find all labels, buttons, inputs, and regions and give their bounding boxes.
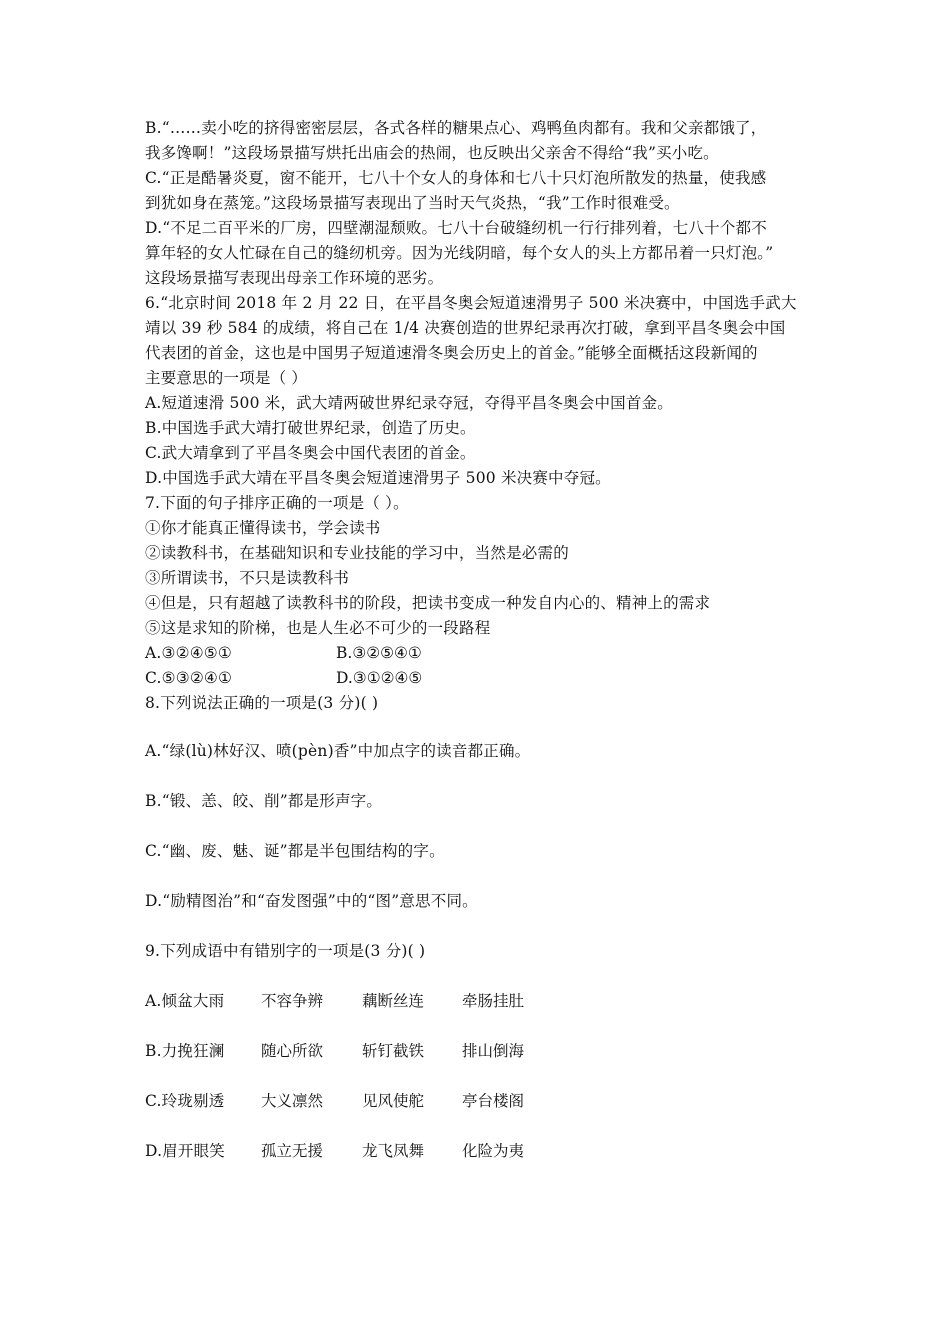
q9-option-c-idiom1: C.玲珑剔透 bbox=[145, 1092, 225, 1110]
q7-sentence-1: ①你才能真正懂得读书，学会读书 bbox=[145, 519, 381, 537]
q6-option-b: B.中国选手武大靖打破世界纪录，创造了历史。 bbox=[145, 419, 476, 437]
q9-option-d-idiom4: 化险为夷 bbox=[462, 1142, 525, 1160]
q5-option-d-line1: D.“不足二百平米的厂房，四壁潮湿颓败。七八十台破缝纫机一行行排列着，七八十个都不 bbox=[145, 219, 767, 237]
q7-option-d: D.③①②④⑤ bbox=[336, 669, 423, 687]
q5-option-b-line1: B.“……卖小吃的挤得密密层层，各式各样的糖果点心、鸡鸭鱼肉都有。我和父亲都饿了， bbox=[145, 119, 767, 137]
q7-option-b: B.③②⑤④① bbox=[336, 644, 422, 662]
q9-option-a-idiom1: A.倾盆大雨 bbox=[145, 992, 225, 1010]
q7-option-c: C.⑤③②④① bbox=[145, 669, 233, 687]
q7-sentence-4: ④但是，只有超越了读教科书的阶段，把读书变成一种发自内心的、精神上的需求 bbox=[145, 594, 711, 612]
q6-option-c: C.武大靖拿到了平昌冬奥会中国代表团的首金。 bbox=[145, 444, 476, 462]
q9-option-b-idiom2: 随心所欲 bbox=[261, 1042, 324, 1060]
q9-option-d-idiom1: D.眉开眼笑 bbox=[145, 1142, 226, 1160]
q9-option-b-idiom3: 斩钉截铁 bbox=[362, 1042, 425, 1060]
q9-option-a-idiom3: 藕断丝连 bbox=[362, 992, 425, 1010]
q9-option-a-idiom2: 不容争辨 bbox=[261, 992, 324, 1010]
q7-sentence-2: ②读教科书，在基础知识和专业技能的学习中，当然是必需的 bbox=[145, 544, 569, 562]
q8-option-b: B.“锻、恙、皎、削”都是形声字。 bbox=[145, 792, 383, 810]
q9-option-b-idiom1: B.力挽狂澜 bbox=[145, 1042, 225, 1060]
q6-stem-line4: 主要意思的一项是（ ） bbox=[145, 369, 308, 387]
q6-stem-line2: 靖以 39 秒 584 的成绩，将自己在 1/4 决赛创造的世界纪录再次打破，拿到平昌冬奥会中国 bbox=[145, 319, 786, 337]
q7-stem: 7.下面的句子排序正确的一项是（ ）。 bbox=[145, 494, 409, 512]
q9-option-d-idiom2: 孤立无援 bbox=[261, 1142, 324, 1160]
q5-option-d-line3: 这段场景描写表现出母亲工作环境的恶劣。 bbox=[145, 269, 444, 287]
q7-sentence-3: ③所谓读书，不只是读教科书 bbox=[145, 569, 350, 587]
q6-stem-line3: 代表团的首金，这也是中国男子短道速滑冬奥会历史上的首金。”能够全面概括这段新闻的 bbox=[145, 344, 758, 362]
q7-sentence-5: ⑤这是求知的阶梯，也是人生必不可少的一段路程 bbox=[145, 619, 491, 637]
q9-stem: 9.下列成语中有错别字的一项是(3 分)( ) bbox=[145, 942, 426, 960]
q9-option-c-idiom3: 见风使舵 bbox=[362, 1092, 425, 1110]
q8-option-a: A.“绿(lù)林好汉、喷(pèn)香”中加点字的读音都正确。 bbox=[145, 742, 531, 760]
q9-option-c-idiom2: 大义凛然 bbox=[261, 1092, 324, 1110]
q5-option-c-line2: 到犹如身在蒸笼。”这段场景描写表现出了当时天气炎热，“我”工作时很难受。 bbox=[145, 194, 680, 212]
q9-option-b-idiom4: 排山倒海 bbox=[462, 1042, 525, 1060]
q8-option-d: D.“励精图治”和“奋发图强”中的“图”意思不同。 bbox=[145, 892, 478, 910]
q6-option-a: A.短道速滑 500 米，武大靖两破世界纪录夺冠，夺得平昌冬奥会中国首金。 bbox=[145, 394, 673, 412]
q5-option-c-line1: C.“正是酷暑炎夏，窗不能开，七八十个女人的身体和七八十只灯泡所散发的热量，使我感 bbox=[145, 169, 767, 187]
q9-option-c-idiom4: 亭台楼阁 bbox=[462, 1092, 525, 1110]
q5-option-d-line2: 算年轻的女人忙碌在自己的缝纫机旁。因为光线阴暗，每个女人的头上方都吊着一只灯泡。” bbox=[145, 244, 774, 262]
q7-option-a: A.③②④⑤① bbox=[145, 644, 232, 662]
q6-stem-line1: 6.“北京时间 2018 年 2 月 22 日，在平昌冬奥会短道速滑男子 500 米决赛中，中国选手武大 bbox=[145, 294, 797, 312]
q8-option-c: C.“幽、废、魅、诞”都是半包围结构的字。 bbox=[145, 842, 445, 860]
q9-option-d-idiom3: 龙飞凤舞 bbox=[362, 1142, 425, 1160]
q6-option-d: D.中国选手武大靖在平昌冬奥会短道速滑男子 500 米决赛中夺冠。 bbox=[145, 469, 611, 487]
q9-option-a-idiom4: 牵肠挂肚 bbox=[462, 992, 525, 1010]
q8-stem: 8.下列说法正确的一项是(3 分)( ) bbox=[145, 694, 379, 712]
q5-option-b-line2: 我多馋啊！”这段场景描写烘托出庙会的热闹，也反映出父亲舍不得给“我”买小吃。 bbox=[145, 144, 719, 162]
